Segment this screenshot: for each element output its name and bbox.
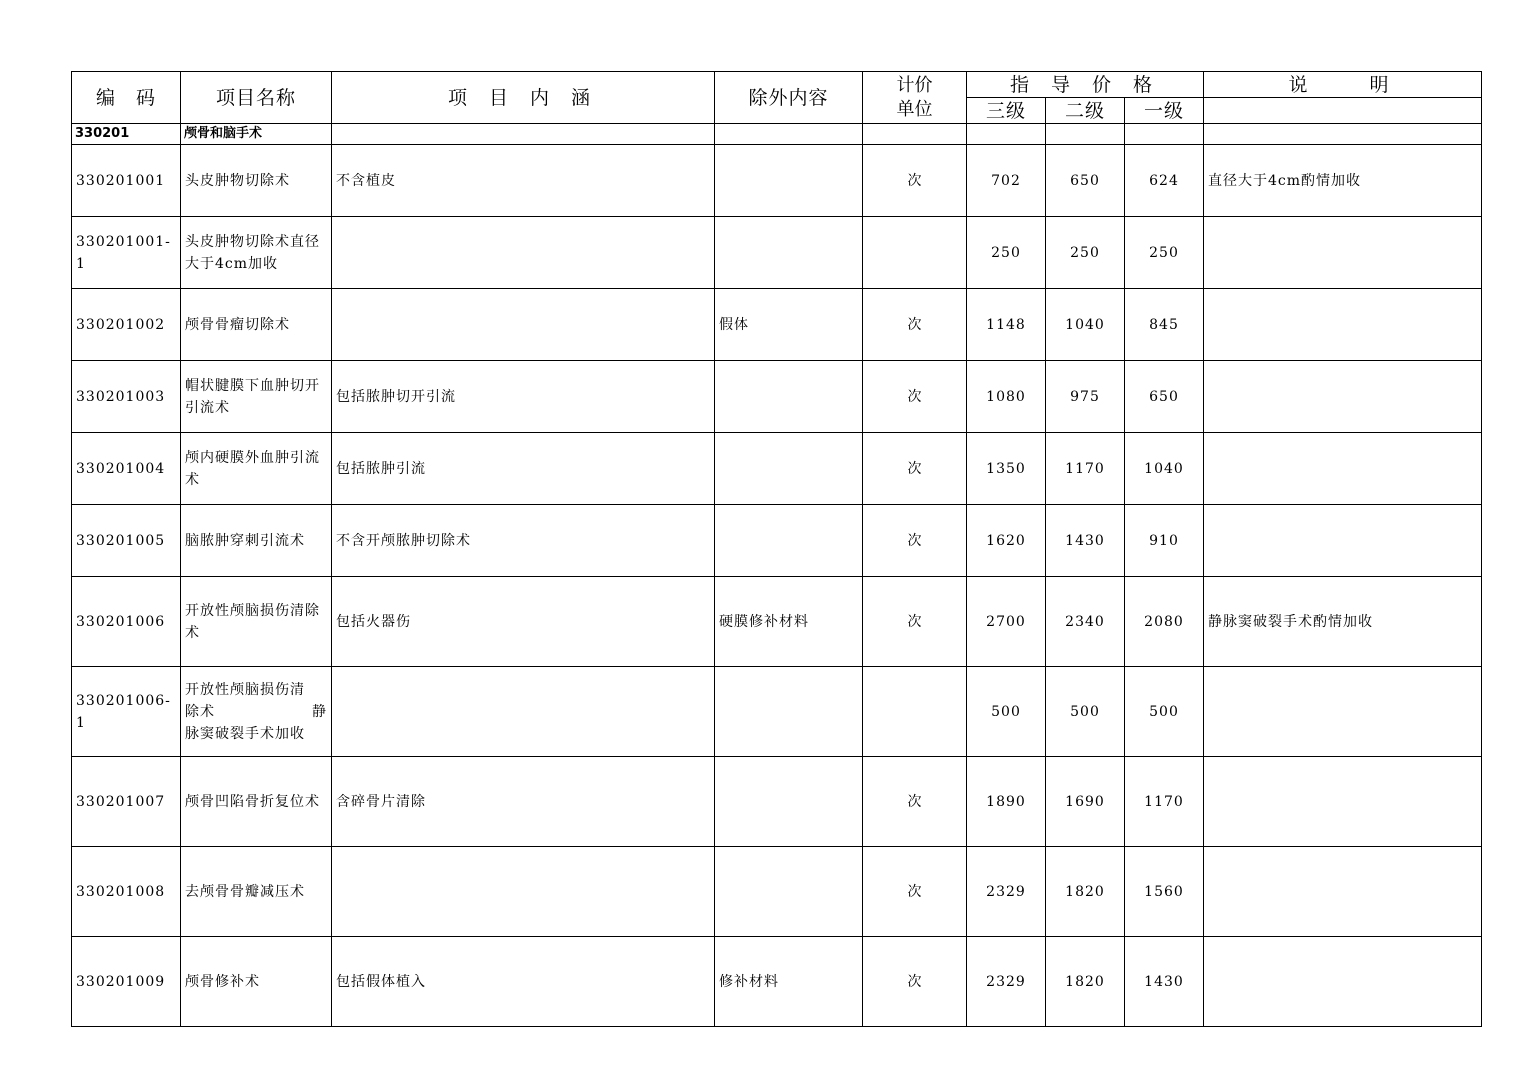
row-excluded <box>715 361 863 433</box>
row-note <box>1204 667 1482 757</box>
row-price-level1: 650 <box>1125 361 1204 433</box>
row-excluded <box>715 217 863 289</box>
row-note <box>1204 505 1482 577</box>
table-row <box>72 145 1482 217</box>
row-price-level3: 702 <box>967 145 1046 217</box>
row-unit: 次 <box>863 289 967 361</box>
row-name: 去颅骨骨瓣减压术 <box>181 847 332 937</box>
header-unit-line2: 单位 <box>896 98 933 120</box>
row-price-level1: 2080 <box>1125 577 1204 667</box>
row-note: 直径大于4cm酌情加收 <box>1204 145 1482 217</box>
row-price-level3: 1080 <box>967 361 1046 433</box>
row-name: 头皮肿物切除术 <box>181 145 332 217</box>
row-price-level1: 624 <box>1125 145 1204 217</box>
table-row <box>72 217 1482 289</box>
row-excluded <box>715 145 863 217</box>
row-price-level2: 500 <box>1046 667 1125 757</box>
row-name: 颅骨凹陷骨折复位术 <box>181 757 332 847</box>
row-excluded: 硬膜修补材料 <box>715 577 863 667</box>
row-name: 脑脓肿穿刺引流术 <box>181 505 332 577</box>
row-price-level1: 1040 <box>1125 433 1204 505</box>
section-name: 颅骨和脑手术 <box>181 124 332 145</box>
header-note-blank <box>1204 98 1482 124</box>
row-excluded: 修补材料 <box>715 937 863 1027</box>
row-name: 帽状腱膜下血肿切开引流术 <box>181 361 332 433</box>
header-price: 指 导 价 格 <box>967 72 1204 98</box>
row-name: 颅内硬膜外血肿引流术 <box>181 433 332 505</box>
row-code: 330201004 <box>72 433 181 505</box>
header-code: 编 码 <box>72 72 181 124</box>
row-name: 颅骨修补术 <box>181 937 332 1027</box>
row-unit: 次 <box>863 361 967 433</box>
header-name: 项目名称 <box>181 72 332 124</box>
row-price-level2: 975 <box>1046 361 1125 433</box>
row-excluded <box>715 757 863 847</box>
row-name: 颅骨骨瘤切除术 <box>181 289 332 361</box>
row-note <box>1204 217 1482 289</box>
row-content <box>332 289 715 361</box>
row-unit: 次 <box>863 847 967 937</box>
row-price-level1: 1430 <box>1125 937 1204 1027</box>
table-row <box>72 937 1482 1027</box>
row-code: 330201006 <box>72 577 181 667</box>
section-code: 330201 <box>72 124 181 145</box>
row-code: 330201009 <box>72 937 181 1027</box>
table-row <box>72 667 1482 757</box>
row-unit: 次 <box>863 757 967 847</box>
header-row-1 <box>72 72 1482 98</box>
row-price-level1: 1560 <box>1125 847 1204 937</box>
row-note <box>1204 361 1482 433</box>
row-code: 330201002 <box>72 289 181 361</box>
table-row <box>72 505 1482 577</box>
row-price-level2: 1820 <box>1046 847 1125 937</box>
row-price-level3: 500 <box>967 667 1046 757</box>
row-price-level1: 1170 <box>1125 757 1204 847</box>
row-excluded: 假体 <box>715 289 863 361</box>
table-row <box>72 433 1482 505</box>
row-code: 330201001 <box>72 145 181 217</box>
row-excluded <box>715 667 863 757</box>
row-name-line2 <box>185 701 327 723</box>
row-price-level1: 910 <box>1125 505 1204 577</box>
table-row <box>72 577 1482 667</box>
row-price-level2: 650 <box>1046 145 1125 217</box>
row-content: 含碎骨片清除 <box>332 757 715 847</box>
header-level3: 三级 <box>967 98 1046 124</box>
table-row <box>72 289 1482 361</box>
row-content <box>332 217 715 289</box>
row-price-level3: 1350 <box>967 433 1046 505</box>
row-price-level2: 1040 <box>1046 289 1125 361</box>
row-unit: 次 <box>863 433 967 505</box>
row-price-level3: 2700 <box>967 577 1046 667</box>
row-excluded <box>715 847 863 937</box>
row-unit: 次 <box>863 145 967 217</box>
row-price-level2: 250 <box>1046 217 1125 289</box>
row-price-level2: 1430 <box>1046 505 1125 577</box>
row-name-line1: 开放性颅脑损伤清 <box>185 681 305 698</box>
row-code: 330201006-1 <box>72 667 181 757</box>
row-note <box>1204 847 1482 937</box>
row-note <box>1204 289 1482 361</box>
row-content: 包括火器伤 <box>332 577 715 667</box>
row-price-level1: 845 <box>1125 289 1204 361</box>
row-code: 330201008 <box>72 847 181 937</box>
header-unit <box>863 72 967 124</box>
row-price-level3: 250 <box>967 217 1046 289</box>
section-row <box>72 124 1482 145</box>
row-unit <box>863 667 967 757</box>
row-content: 包括脓肿切开引流 <box>332 361 715 433</box>
header-level2: 二级 <box>1046 98 1125 124</box>
row-price-level2: 1170 <box>1046 433 1125 505</box>
row-price-level2: 1820 <box>1046 937 1125 1027</box>
row-name-line2-left: 除术 <box>185 703 215 720</box>
header-excluded: 除外内容 <box>715 72 863 124</box>
row-name-line2-right: 静 <box>312 703 327 720</box>
row-price-level3: 1620 <box>967 505 1046 577</box>
row-unit: 次 <box>863 577 967 667</box>
row-price-level3: 2329 <box>967 847 1046 937</box>
row-unit: 次 <box>863 505 967 577</box>
row-name: 头皮肿物切除术直径大于4cm加收 <box>181 217 332 289</box>
row-price-level3: 2329 <box>967 937 1046 1027</box>
row-excluded <box>715 505 863 577</box>
header-note: 说 明 <box>1204 72 1482 98</box>
row-unit: 次 <box>863 937 967 1027</box>
row-name <box>181 667 332 757</box>
header-content: 项 目 内 涵 <box>332 72 715 124</box>
row-excluded <box>715 433 863 505</box>
header-level1: 一级 <box>1125 98 1204 124</box>
row-note <box>1204 433 1482 505</box>
row-code: 330201003 <box>72 361 181 433</box>
row-name: 开放性颅脑损伤清除术 <box>181 577 332 667</box>
table-row <box>72 757 1482 847</box>
row-price-level3: 1890 <box>967 757 1046 847</box>
row-content: 包括脓肿引流 <box>332 433 715 505</box>
row-price-level2: 1690 <box>1046 757 1125 847</box>
row-content: 包括假体植入 <box>332 937 715 1027</box>
row-price-level2: 2340 <box>1046 577 1125 667</box>
row-content: 不含开颅脓肿切除术 <box>332 505 715 577</box>
price-table <box>71 71 1482 1027</box>
row-price-level1: 250 <box>1125 217 1204 289</box>
row-note <box>1204 757 1482 847</box>
header-unit-line1: 计价 <box>896 74 933 96</box>
row-note: 静脉窦破裂手术酌情加收 <box>1204 577 1482 667</box>
row-content <box>332 667 715 757</box>
table-row <box>72 847 1482 937</box>
row-code: 330201005 <box>72 505 181 577</box>
table-row <box>72 361 1482 433</box>
row-price-level1: 500 <box>1125 667 1204 757</box>
row-name-line3: 脉窦破裂手术加收 <box>185 725 305 742</box>
row-content: 不含植皮 <box>332 145 715 217</box>
row-code: 330201001-1 <box>72 217 181 289</box>
row-code: 330201007 <box>72 757 181 847</box>
row-unit <box>863 217 967 289</box>
row-note <box>1204 937 1482 1027</box>
row-price-level3: 1148 <box>967 289 1046 361</box>
row-content <box>332 847 715 937</box>
